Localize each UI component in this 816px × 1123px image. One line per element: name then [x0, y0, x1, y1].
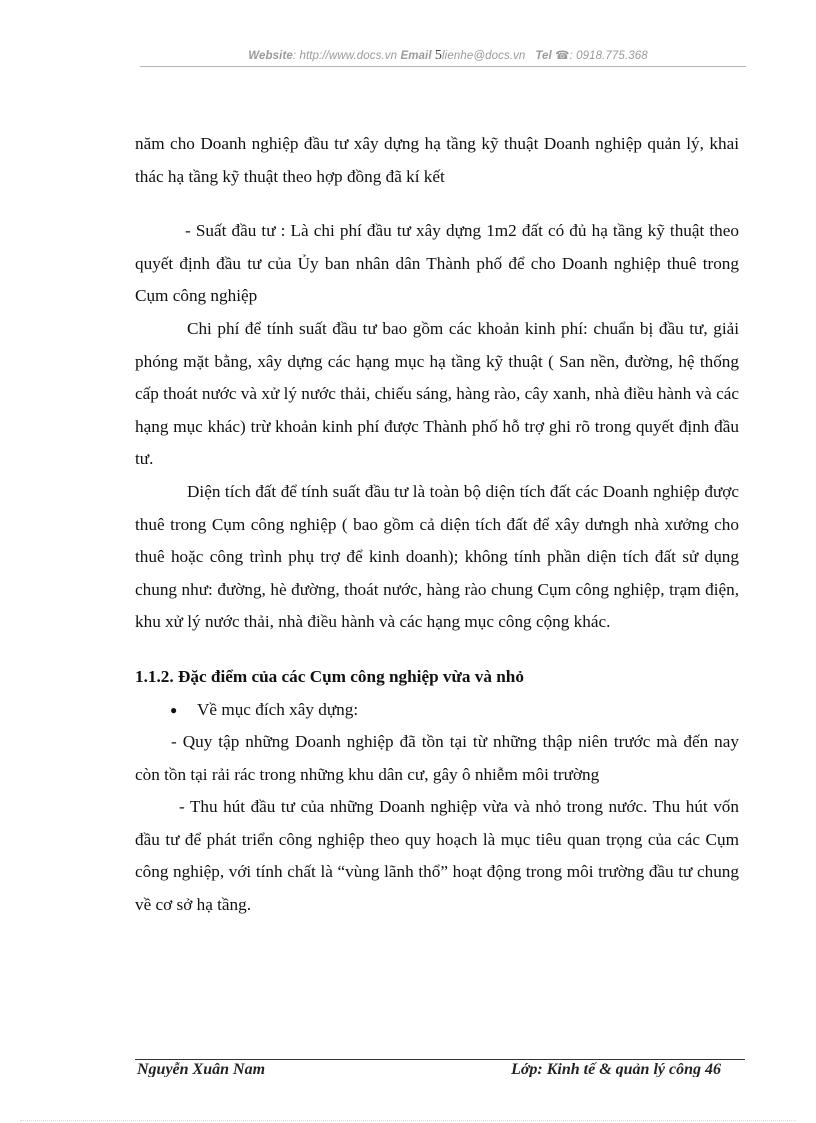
footer-author: Nguyễn Xuân Nam — [137, 1061, 266, 1077]
website-label: Website — [248, 50, 293, 62]
email-label: Email — [400, 50, 432, 62]
footer-class: Lớp: Kinh tế & quản lý công 46 — [511, 1061, 721, 1077]
paragraph-5: - Quy tập những Doanh nghiệp đã tồn tại từ những thập niên trước mà đến nay còn tồn tại rải rác trong những khu dân cư, gây ô nhiễm môi trường — [135, 732, 739, 784]
paragraph-3: Chi phí để tính suất đầu tư bao gồm các khoản kinh phí: chuẩn bị đầu tư, giải phóng mặt bằng, xây dựng các hạng mục hạ tầng kỹ thuật ( San nền, đường, hệ thống cấp thoát nước và xử lý nước thải, chiếu sáng, hàng rào, cây xanh, nhà điều hành và các hạng mục khác) trừ khoản kinh phí được Thành phố hỗ trợ ghi rõ trong quyết định đầu tư. — [135, 318, 739, 469]
page-number: 5 — [434, 48, 443, 63]
paragraph-4: Diện tích đất để tính suất đầu tư là toàn bộ diện tích đất các Doanh nghiệp được thuê trong Cụm công nghiệp ( bao gồm cả diện tích đất để xây dưngh nhà xưởng cho thuê hoặc công trình phụ trợ để kinh doanh); không tính phần diện tích đất sử dụng chung như: đường, hè đường, thoát nước, hàng rào chung Cụm công nghiệp, trạm điện, khu xử lý nước thải, nhà điều hành và các hạng mục công cộng khác. — [135, 481, 739, 632]
tel-label: Tel — [535, 50, 552, 62]
page-body — [135, 128, 739, 922]
page-bottom-border — [20, 1120, 796, 1121]
paragraph-1: năm cho Doanh nghiệp đầu tư xây dựng hạ tầng kỹ thuật Doanh nghiệp quản lý, khai thác hạ tầng kỹ thuật theo hợp đồng đã kí kết — [135, 134, 739, 186]
website-value: : http://www.docs.vn — [292, 50, 398, 62]
section-heading: 1.1.2. Đặc điểm của các Cụm công nghiệp vừa và nhỏ — [135, 666, 524, 686]
bullet-item — [135, 694, 739, 727]
header-rule — [140, 66, 746, 67]
email-value: lienhe@docs.vn — [442, 50, 526, 62]
page-footer — [135, 1061, 721, 1077]
page-header — [150, 48, 746, 64]
phone-icon: ☎ — [555, 50, 570, 62]
tel-value: : 0918.775.368 — [569, 50, 648, 62]
bullet-icon: ● — [170, 702, 178, 717]
paragraph-2: - Suất đầu tư : Là chi phí đầu tư xây dựng 1m2 đất có đủ hạ tầng kỹ thuật theo quyết định đầu tư của Ủy ban nhân dân Thành phố để cho Doanh nghiệp thuê trong Cụm công nghiệp — [135, 221, 739, 306]
footer-rule — [135, 1059, 745, 1060]
bullet-label: Về mục đích xây dựng: — [197, 699, 359, 719]
paragraph-6: - Thu hút đầu tư của những Doanh nghiệp vừa và nhỏ trong nước. Thu hút vốn đầu tư để phát triển công nghiệp theo quy hoạch là mục tiêu quan trọng của các Cụm công nghiệp, với tính chất là “vùng lãnh thổ” hoạt động trong môi trường đầu tư chung về cơ sở hạ tầng. — [135, 797, 739, 915]
